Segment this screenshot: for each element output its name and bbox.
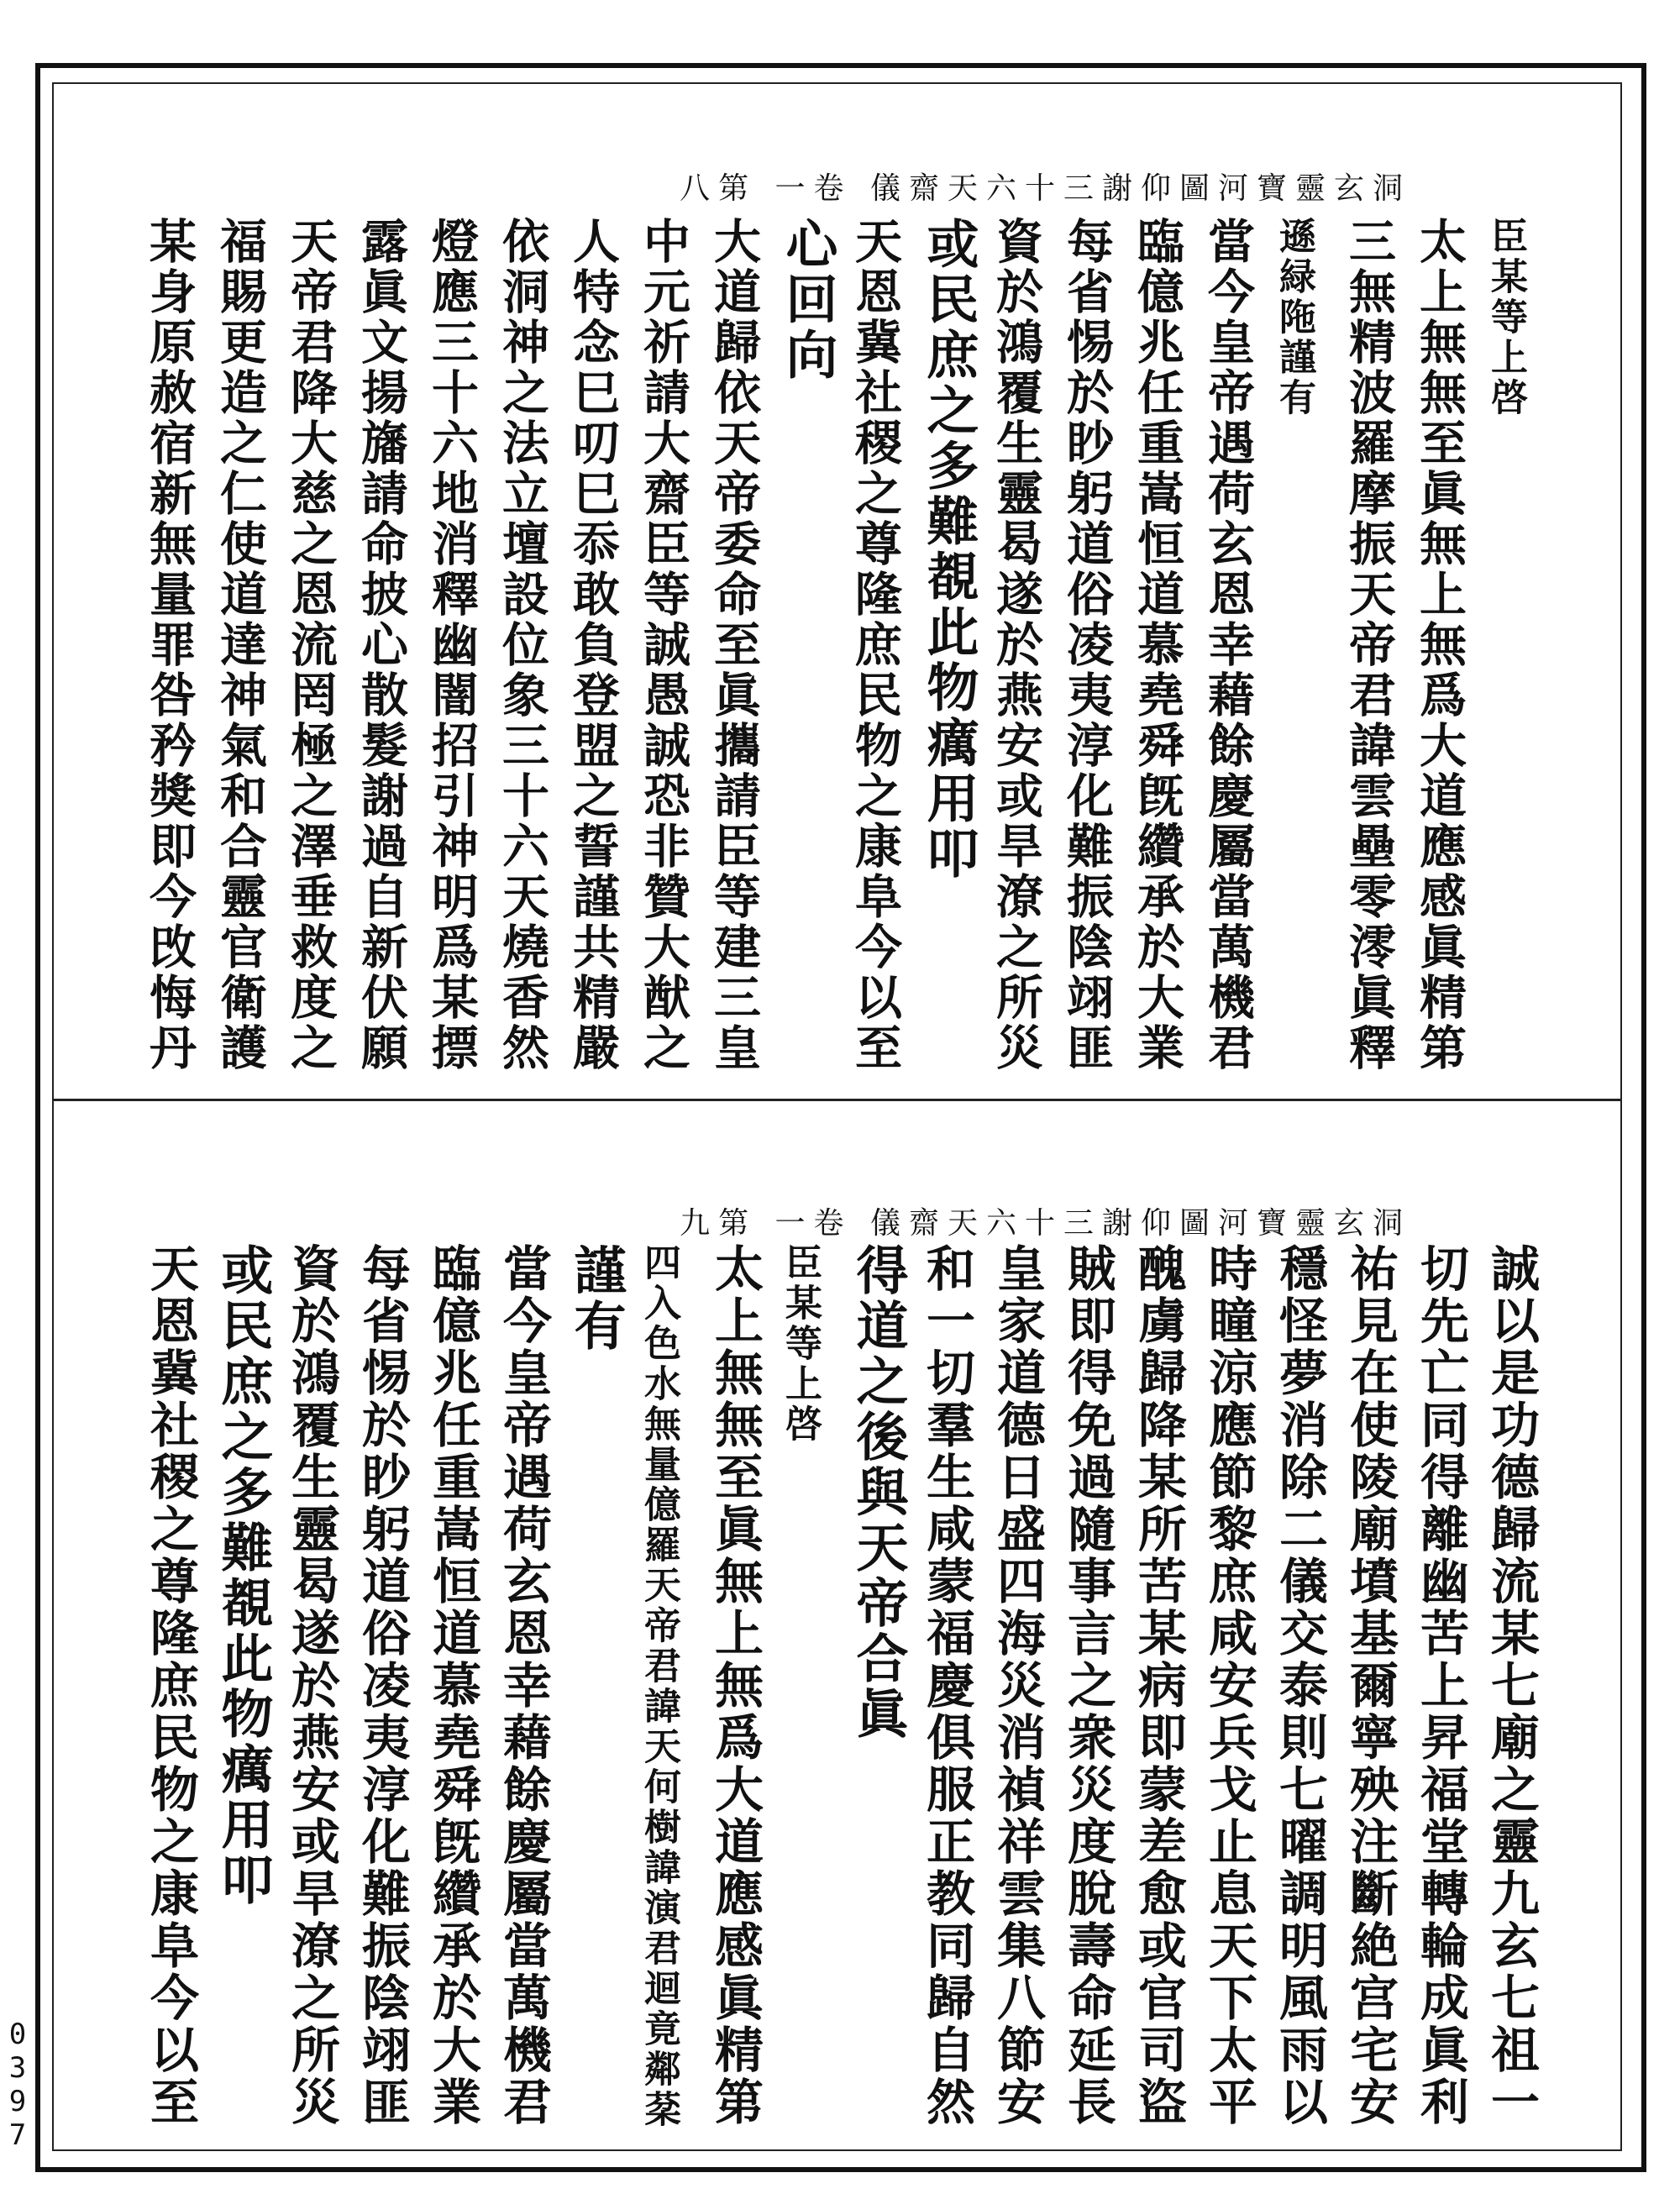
bottom_page-column: 時瞳涼應節黎庶咸安兵戈止息天下太平 (1200, 1243, 1257, 2128)
bottom_page-column: 每省惕於眇躬道俗凌夷淳化難振陰翊匪 (354, 1243, 411, 2128)
top_page-column: 或民庶之多難覩此物癘用叩 (918, 217, 979, 882)
top_page-column: 天帝君降大慈之恩流罔極之澤垂救度之 (283, 217, 339, 1073)
bottom_page-column: 皇家道德日盛四海災消禎祥雲集八節安 (989, 1243, 1046, 2128)
bottom_page-column: 太上無無至眞無上無爲大道應感眞精第 (706, 1243, 764, 2128)
bottom_page-column: 誠以是功德歸流某七廟之靈九玄七祖一 (1483, 1243, 1540, 2128)
bottom_page-column: 臣某等上啓 (779, 1243, 822, 1445)
bottom_page-column: 切先亡同得離幽苦上昇福堂轉輪成眞利 (1412, 1243, 1469, 2128)
top_page-column: 人特念巳叨巳忝敢負登盟之誓謹共精嚴 (565, 217, 621, 1073)
bottom_page-column: 祐見在使陵廟墳基爾寧殃注斷絶宫宅安 (1341, 1243, 1399, 2128)
page-divider (54, 1099, 1621, 1101)
bottom_page-column: 臨億兆任重嵩恒道慕堯舜旣纘承於大業 (424, 1243, 481, 2128)
page-number: 0397 (1, 2018, 34, 2152)
bottom-page-header: 洞玄靈寶河圖仰謝三十六天齋儀 卷一 第九 (680, 1206, 1411, 1241)
bottom_page-column: 和一切羣生咸蒙福慶俱服正教同歸自然 (918, 1243, 975, 2128)
bottom_page-column: 資於鴻覆生靈曷遂於燕安或旱潦之所災 (283, 1243, 340, 2128)
top_page-column: 臣某等上啓 (1484, 217, 1527, 418)
top_page-column: 臨億兆任重嵩恒道慕堯舜旣纘承於大業 (1130, 217, 1185, 1073)
top_page-column: 某身原赦宿新無量罪咎矜獎即今攺悔丹 (142, 217, 197, 1073)
top_page-column: 資於鴻覆生靈曷遂於燕安或旱潦之所災 (989, 217, 1044, 1073)
bottom_page-column: 或民庶之多難覩此物癘用叩 (213, 1243, 274, 1908)
top-page-header: 洞玄靈寶河圖仰謝三十六天齋儀 卷一 第八 (680, 171, 1411, 206)
bottom_page-column: 當今皇帝遇荷玄恩幸藉餘慶屬當萬機君 (495, 1243, 552, 2128)
top_page-column: 大道歸依天帝委命至眞攜請臣等建三皇 (706, 217, 762, 1073)
top_page-column: 福賜更造之仁使道達神氣和合靈官衛護 (213, 217, 268, 1073)
top_page-column: 遜緑陁謹有 (1273, 217, 1315, 418)
top_page-column: 中元祈請大齋臣等誠愚誠恐非贊大猷之 (636, 217, 691, 1073)
top_page-column: 當今皇帝遇荷玄恩幸藉餘慶屬當萬機君 (1200, 217, 1256, 1073)
bottom_page-column: 賊即得免過隨事言之衆災度脫壽命延長 (1059, 1243, 1116, 2128)
top_page-column: 露眞文揚旛請命披心散髮謝過自新伏願 (354, 217, 409, 1073)
top_page-column: 燈應三十六地消釋幽闇招引神明爲某摽 (424, 217, 480, 1073)
bottom_page-column: 穩怪夢消除二儀交泰則七曜調明風雨以 (1271, 1243, 1328, 2128)
top_page-column: 每省惕於眇躬道俗凌夷淳化難振陰翊匪 (1059, 217, 1115, 1073)
bottom_page-column: 醜虜歸降某所苦某病即蒙差愈或官司盜 (1130, 1243, 1187, 2128)
bottom_page-column: 天恩冀社稷之尊隆庶民物之康阜今以至 (142, 1243, 199, 2128)
top_page-column: 依洞神之法立壇設位象三十六天燒香然 (495, 217, 550, 1073)
bottom_page-column: 得道之後與天帝合眞 (848, 1243, 909, 1742)
top_page-column: 天恩冀社稷之尊隆庶民物之康阜今以至 (848, 217, 903, 1073)
top_page-column: 太上無無至眞無上無爲大道應感眞精第 (1412, 217, 1467, 1073)
top_page-column: 心回向 (777, 217, 838, 383)
top_page-column: 三無精波羅摩振天帝君諱雲壘零澪眞釋 (1341, 217, 1397, 1073)
bottom_page-column: 謹有 (565, 1243, 627, 1354)
bottom_page-column: 四入色水無量億羅天帝君諱天何樹諱演君迴竟鄰棻 (638, 1243, 680, 2130)
